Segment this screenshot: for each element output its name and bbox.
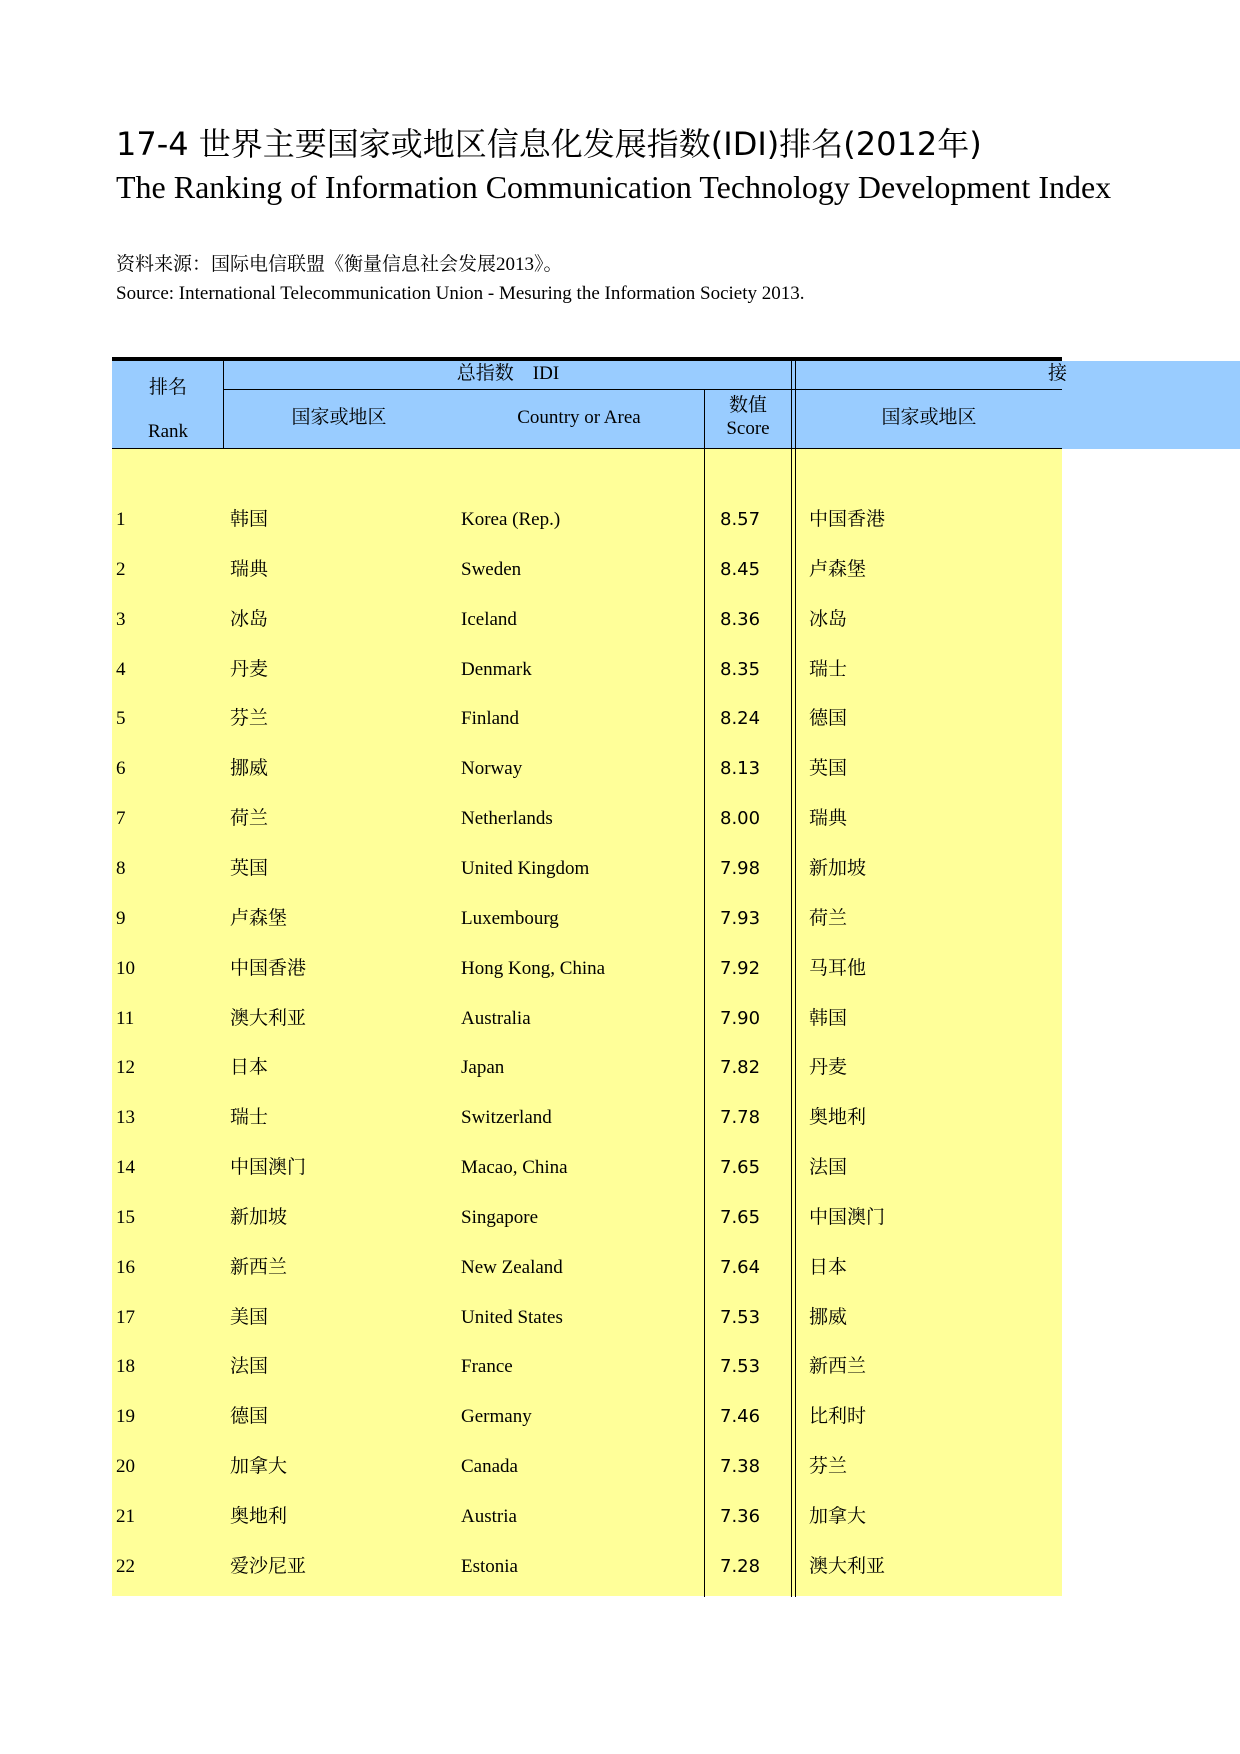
table-row [112,908,1062,958]
table-row [112,1257,1062,1307]
country-en-cell: Estonia [461,1555,518,1577]
rank-cell: 12 [116,1057,135,1079]
rank-cell: 13 [116,1107,135,1129]
country-en-cell: Germany [461,1406,532,1428]
rank-cell: 4 [116,658,126,680]
country-cn-2-cell: 新加坡 [809,857,867,879]
country-cn-cell: 爱沙尼亚 [230,1555,307,1577]
country-cn-cell: 中国香港 [230,957,307,979]
country-cn-2-cell: 瑞典 [809,808,848,830]
source-note-english: Source: International Telecommunication Union - Mesuring the Information Society 2013. [116,283,805,304]
table-row [112,758,1062,808]
country-cn-cell: 新西兰 [230,1256,288,1278]
country-en-cell: Canada [461,1456,518,1478]
score-cell: 8.36 [720,608,761,630]
header-rank-en: Rank [147,421,189,442]
page-title-english: The Ranking of Information Communication Technology Development Index [116,169,1112,205]
country-en-cell: Switzerland [461,1107,552,1129]
country-cn-2-cell: 新西兰 [809,1356,867,1378]
table-row [112,1107,1062,1157]
rank-cell: 21 [116,1506,135,1527]
country-cn-cell: 英国 [230,857,269,879]
table-row [112,1406,1062,1456]
country-cn-2-cell: 挪威 [809,1306,848,1328]
header-group-idi: 总指数 IDI [456,363,560,384]
country-en-cell: Australia [461,1007,531,1029]
score-cell: 7.46 [720,1406,761,1428]
country-cn-2-cell: 丹麦 [809,1057,848,1079]
header-country-cn-2: 国家或地区 [881,407,977,428]
score-cell: 8.57 [720,509,761,530]
country-cn-2-cell: 芬兰 [809,1456,848,1478]
table-row [112,559,1062,609]
country-cn-2-cell: 法国 [809,1157,848,1179]
score-cell: 7.38 [720,1456,761,1478]
score-cell: 7.65 [720,1206,761,1228]
rank-cell: 14 [116,1157,135,1179]
top-border [112,357,1062,361]
table-row [112,1506,1062,1556]
table-row [112,1356,1062,1406]
header-bottom-border [112,448,1062,449]
country-cn-2-cell: 英国 [809,758,848,780]
score-cell: 7.53 [720,1306,761,1328]
table-row [112,1207,1062,1257]
table-row [112,1456,1062,1506]
rank-cell: 17 [116,1306,135,1328]
country-en-cell: Austria [461,1506,517,1527]
header-score-cn: 数值 [728,395,767,416]
country-cn-cell: 芬兰 [230,708,269,730]
score-cell: 7.90 [720,1007,761,1029]
country-cn-cell: 韩国 [230,509,269,530]
table-row [112,1307,1062,1357]
score-cell: 8.24 [720,708,761,730]
score-cell: 7.92 [720,957,761,979]
country-en-cell: United Kingdom [461,857,590,879]
country-cn-2-cell: 中国澳门 [809,1206,886,1228]
country-cn-cell: 美国 [230,1306,269,1328]
country-cn-cell: 法国 [230,1356,269,1378]
country-cn-cell: 卢森堡 [230,907,288,929]
rank-cell: 1 [116,509,126,530]
table-row [112,858,1062,908]
score-cell: 7.78 [720,1107,761,1129]
country-cn-2-cell: 瑞士 [809,658,848,680]
country-cn-cell: 冰岛 [230,608,269,630]
country-en-cell: Macao, China [461,1157,568,1179]
country-en-cell: Japan [461,1057,505,1079]
country-cn-cell: 加拿大 [230,1456,288,1478]
country-en-cell: Finland [461,708,520,730]
country-cn-2-cell: 奥地利 [809,1107,867,1129]
table-row [112,509,1062,559]
rank-cell: 9 [116,907,126,929]
score-cell: 7.93 [720,907,761,929]
country-cn-cell: 新加坡 [230,1206,288,1228]
score-cell: 8.35 [720,658,761,680]
table-row [112,659,1062,709]
table-row [112,1157,1062,1207]
rank-cell: 8 [116,857,126,879]
table-row [112,1057,1062,1107]
table-grid [112,357,1068,1597]
country-en-cell: Singapore [461,1206,539,1228]
country-en-cell: Denmark [461,658,532,680]
score-cell: 8.13 [720,758,761,780]
table-row [112,808,1062,858]
score-cell: 7.64 [720,1256,761,1278]
country-cn-2-cell: 日本 [809,1256,848,1278]
page-title-chinese: 17-4 世界主要国家或地区信息化发展指数(IDI)排名(2012年) [116,125,982,163]
country-en-cell: United States [461,1306,563,1328]
table-row [112,708,1062,758]
country-cn-2-cell: 加拿大 [809,1506,867,1527]
score-cell: 7.65 [720,1157,761,1179]
score-cell: 7.98 [720,857,761,879]
country-en-cell: Norway [461,758,523,780]
country-cn-2-cell: 卢森堡 [809,558,867,580]
header-score-en: Score [726,418,770,439]
table-row [112,609,1062,659]
score-cell: 7.28 [720,1555,761,1577]
score-cell: 7.82 [720,1057,761,1079]
score-cell: 8.00 [720,808,761,830]
idi-ranking-table [112,357,1240,1597]
group-header-divider [224,389,1062,390]
country-en-cell: France [461,1356,513,1378]
country-en-cell: Sweden [461,558,522,580]
header-rank-cn: 排名 [148,377,187,398]
rank-cell: 6 [116,758,126,780]
rank-cell: 15 [116,1206,135,1228]
country-cn-2-cell: 比利时 [809,1406,867,1428]
country-cn-cell: 瑞士 [230,1107,269,1129]
score-cell: 7.36 [720,1506,761,1527]
rank-cell: 19 [116,1406,135,1428]
source-note-chinese: 资料来源：国际电信联盟《衡量信息社会发展2013》。 [116,254,563,275]
score-cell: 7.53 [720,1356,761,1378]
rank-cell: 20 [116,1456,135,1478]
rank-cell: 3 [116,608,126,630]
country-cn-2-cell: 德国 [809,708,848,730]
country-cn-2-cell: 荷兰 [809,907,848,929]
rank-cell: 5 [116,708,126,730]
table-row [112,958,1062,1008]
table-row [112,1556,1062,1606]
header-group-second: 接 [1048,363,1068,384]
rank-cell: 10 [116,957,135,979]
country-cn-cell: 挪威 [230,758,269,780]
country-cn-cell: 中国澳门 [230,1157,307,1179]
header-country-en: Country or Area [517,407,641,428]
country-cn-2-cell: 冰岛 [809,608,848,630]
country-en-cell: Iceland [461,608,517,630]
country-en-cell: Korea (Rep.) [461,509,561,530]
rank-cell: 7 [116,808,126,830]
country-cn-2-cell: 韩国 [809,1007,848,1029]
country-cn-cell: 瑞典 [230,558,269,580]
country-cn-cell: 奥地利 [230,1506,288,1527]
country-cn-2-cell: 中国香港 [809,509,886,530]
country-en-cell: New Zealand [461,1256,563,1278]
rank-cell: 11 [116,1007,135,1029]
country-cn-cell: 德国 [230,1406,269,1428]
table-row [112,1008,1062,1058]
country-cn-cell: 日本 [230,1057,269,1079]
country-en-cell: Netherlands [461,808,553,830]
score-cell: 8.45 [720,558,761,580]
rank-cell: 16 [116,1256,135,1278]
country-cn-2-cell: 马耳他 [809,957,867,979]
rank-cell: 2 [116,558,126,580]
header-country-cn: 国家或地区 [291,407,387,428]
country-cn-2-cell: 澳大利亚 [809,1555,886,1577]
rank-cell: 22 [116,1555,135,1577]
country-cn-cell: 澳大利亚 [230,1007,307,1029]
rank-cell: 18 [116,1356,135,1378]
country-cn-cell: 荷兰 [230,808,269,830]
country-cn-cell: 丹麦 [230,658,269,680]
country-en-cell: Hong Kong, China [461,957,606,979]
country-en-cell: Luxembourg [461,907,559,929]
